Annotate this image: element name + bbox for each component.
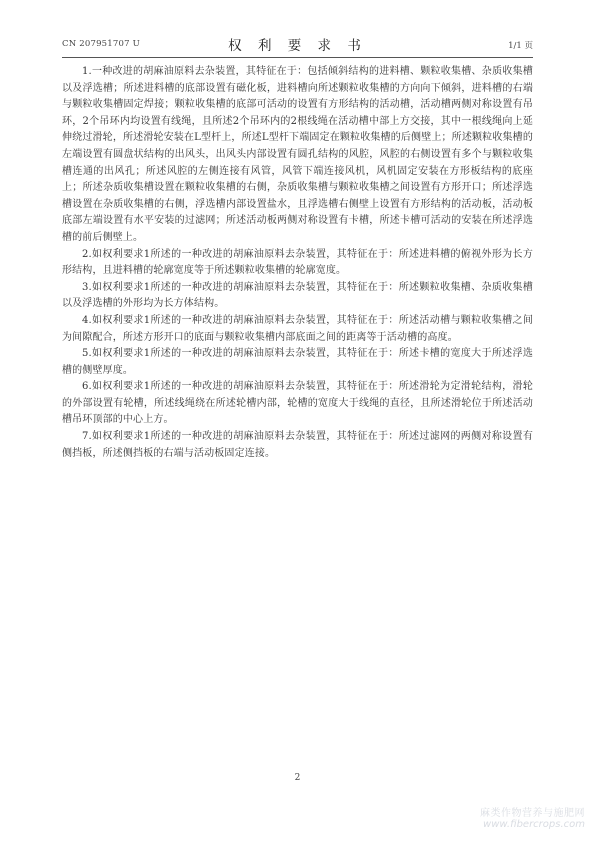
claim-6: 6.如权利要求1所述的一种改进的胡麻油原料去杂装置，其特征在于：所述滑轮为定滑轮结构，滑轮的外部设置有轮槽，所述线绳绕在所述轮槽内部，轮槽的宽度大于线绳的直径，且所述滑轮位于所述活动槽吊环顶部的中心上方。: [62, 381, 533, 426]
claims-list: [62, 64, 533, 462]
watermark-url: www.fibercrops.com: [483, 819, 585, 830]
claim-5: 5.如权利要求1所述的一种改进的胡麻油原料去杂装置，其特征在于：所述卡槽的宽度大于所述浮选槽的侧壁厚度。: [62, 348, 533, 376]
claim-3: 3.如权利要求1所述的一种改进的胡麻油原料去杂装置，其特征在于：所述颗粒收集槽、杂质收集槽以及浮选槽的外形均为长方体结构。: [62, 281, 533, 310]
document-title: 权 利 要 求 书: [228, 38, 367, 54]
header-rule: [62, 57, 533, 58]
claim-1: 1.一种改进的胡麻油原料去杂装置，其特征在于：包括倾斜结构的进料槽、颗粒收集槽、杂质收集槽以及浮选槽；所述进料槽的底部设置有磁化板，进料槽向所述颗粒收集槽的方向向下倾斜，进料槽的右端与颗粒收集槽固定焊接；颗粒收集槽的底部可活动的设置有方形结构的活动槽，活动槽两侧对称设置有吊环，2个吊环内均设置有线绳，且所述2个吊环内的2根线绳在活动槽中部上方交接，其中一根线绳向上延伸绕过滑轮，所述滑轮安装在L型杆上，所述L型杆下端固定在颗粒收集槽的后侧壁上；所述颗粒收集槽的左端设置有圆盘状结构的出风头，出风头内部设置有圆孔结构的风腔，风腔的右侧设置有多个与颗粒收集槽连通的出风孔；所述风腔的左侧连接有风管，风管下端连接风机，风机固定安装在方形板结构的底座上；所述杂质收集槽设置在颗粒收集槽的右侧，杂质收集槽与颗粒收集槽之间设置有方形开口；所述浮选槽设置在杂质收集槽的右侧，浮选槽内部设置盐水，且浮选槽右侧壁上设置有方形结构的活动板，活动板底部左端设置有水平安装的过滤网；所述活动板两侧对称设置有卡槽，所述卡槽可活动的安装在所述浮选槽的前后侧壁上。: [62, 66, 533, 243]
page-indicator: 1/1 页: [508, 41, 533, 51]
claim-4: 4.如权利要求1所述的一种改进的胡麻油原料去杂装置，其特征在于：所述活动槽与颗粒收集槽之间为间隙配合，所述方形开口的底面与颗粒收集槽内部底面之间的距离等于活动槽的高度。: [62, 314, 533, 343]
watermark: [480, 804, 585, 830]
claim-7: 7.如权利要求1所述的一种改进的胡麻油原料去杂装置，其特征在于：所述过滤网的两侧对称设置有侧挡板，所述侧挡板的右端与活动板固定连接。: [62, 431, 533, 459]
watermark-site-name: 麻类作物营养与施肥网: [480, 808, 585, 819]
claim-2: 2.如权利要求1所述的一种改进的胡麻油原料去杂装置，其特征在于：所述进料槽的俯视外形为长方形结构，且进料槽的轮廓宽度等于所述颗粒收集槽的轮廓宽度。: [62, 248, 533, 277]
page-header: [62, 33, 533, 53]
publication-number: CN 207951707 U: [62, 39, 140, 49]
page-number: 2: [294, 773, 301, 783]
